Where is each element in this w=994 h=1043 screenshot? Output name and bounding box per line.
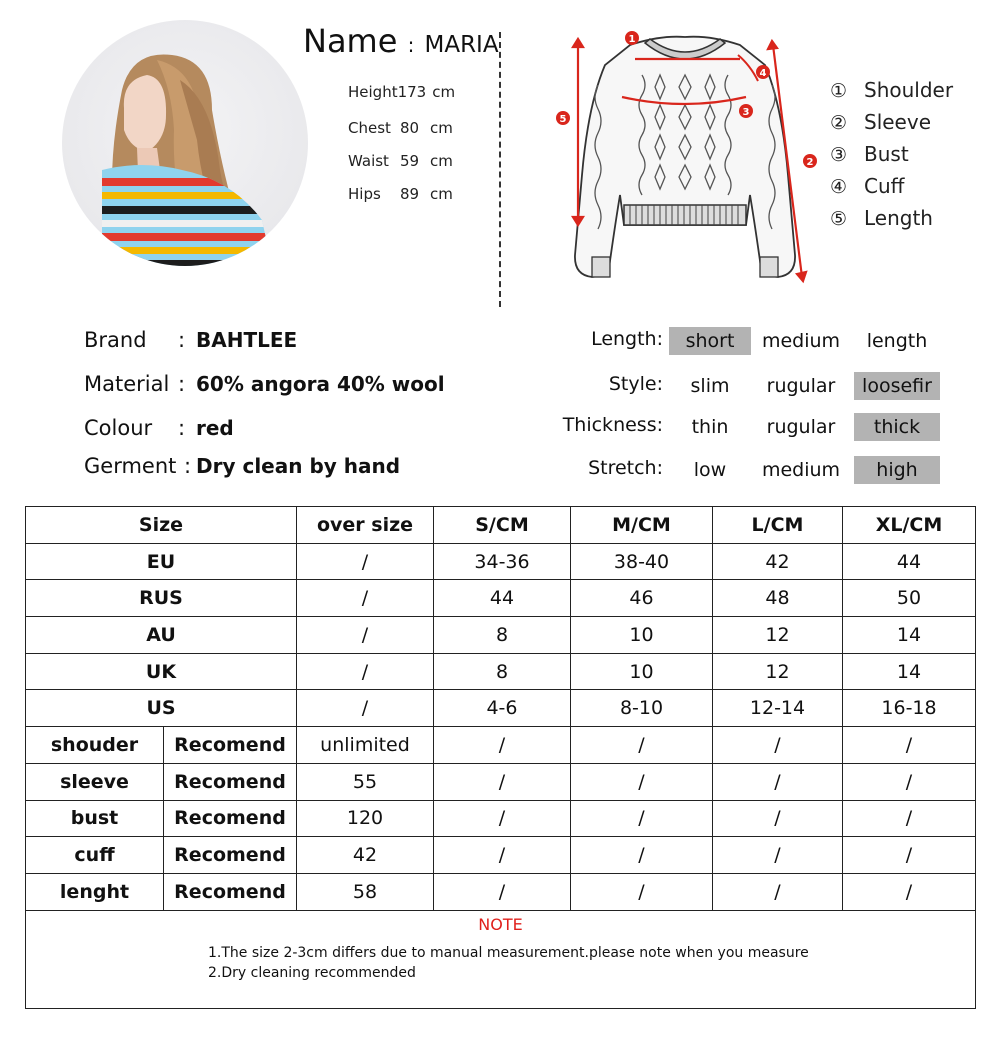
legend-cuff: ④ Cuff (830, 174, 905, 198)
section-divider (499, 32, 501, 307)
scale-stretch-medium: medium (761, 459, 841, 481)
header-size: Size (26, 507, 297, 544)
scale-stretch-low: low (693, 459, 727, 481)
marker-2: 2 (806, 157, 814, 168)
name-colon: : (407, 33, 415, 57)
legend-bust: ③ Bust (830, 142, 909, 166)
table-header-row (26, 507, 976, 544)
model-name-heading (303, 22, 499, 60)
table-row: bust Recomend 120 / / / / (26, 800, 976, 837)
note-row (26, 910, 976, 1008)
attr-colour: Colour : red (84, 416, 234, 440)
legend-length: ⑤ Length (830, 206, 933, 230)
measurement-height: Height173 cm (348, 83, 456, 101)
marker-5: 5 (559, 114, 567, 125)
model-photo (62, 20, 308, 266)
size-chart-table (25, 506, 976, 1009)
attr-brand: Brand : BAHTLEE (84, 328, 298, 352)
scale-style-rugular: rugular (766, 375, 836, 397)
name-label: Name (303, 22, 398, 60)
header-m: M/CM (571, 507, 713, 544)
header-oversize: over size (297, 507, 434, 544)
marker-3: 3 (742, 107, 750, 118)
model-name-value: MARIA (424, 32, 499, 58)
scale-stretch-high: high (854, 456, 940, 484)
table-row: US / 4-6 8-10 12-14 16-18 (26, 690, 976, 727)
note-line-1: 1.The size 2-3cm differs due to manual measurement.please note when you measure (208, 944, 809, 961)
table-row: shouder Recomend unlimited / / / / (26, 727, 976, 764)
measurement-chest: Chest 80 cm (348, 119, 453, 137)
table-row: RUS / 44 46 48 50 (26, 580, 976, 617)
note-title: NOTE (478, 914, 523, 934)
legend-shoulder: ① Shoulder (830, 78, 954, 102)
note-line-2: 2.Dry cleaning recommended (208, 964, 416, 981)
scale-length-short: short (669, 327, 751, 355)
sweater-diagram (550, 25, 820, 295)
table-row: UK / 8 10 12 14 (26, 653, 976, 690)
table-row: EU / 34-36 38-40 42 44 (26, 543, 976, 580)
attr-material: Material : 60% angora 40% wool (84, 372, 445, 396)
scale-thickness-thick: thick (854, 413, 940, 441)
marker-1: 1 (628, 34, 636, 45)
header-l: L/CM (713, 507, 843, 544)
header-xl: XL/CM (843, 507, 976, 544)
measurement-hips: Hips 89 cm (348, 185, 453, 203)
note-cell (26, 910, 976, 1008)
scale-thickness-rugular: rugular (766, 416, 836, 438)
scale-style-loosefir: loosefir (854, 372, 940, 400)
scale-style-slim: slim (690, 375, 730, 397)
scale-length-medium: medium (761, 330, 841, 352)
table-row: lenght Recomend 58 / / / / (26, 873, 976, 910)
legend-sleeve: ② Sleeve (830, 110, 932, 134)
header-s: S/CM (434, 507, 571, 544)
measurement-waist: Waist 59 cm (348, 152, 453, 170)
table-row: cuff Recomend 42 / / / / (26, 837, 976, 874)
diagram-legend (830, 74, 953, 234)
table-row: AU / 8 10 12 14 (26, 617, 976, 654)
table-row: sleeve Recomend 55 / / / / (26, 763, 976, 800)
marker-4: 4 (759, 68, 767, 79)
scale-thickness-thin: thin (691, 416, 729, 438)
attr-germent: Germent : Dry clean by hand (84, 454, 401, 478)
scale-length-length: length (866, 330, 928, 352)
